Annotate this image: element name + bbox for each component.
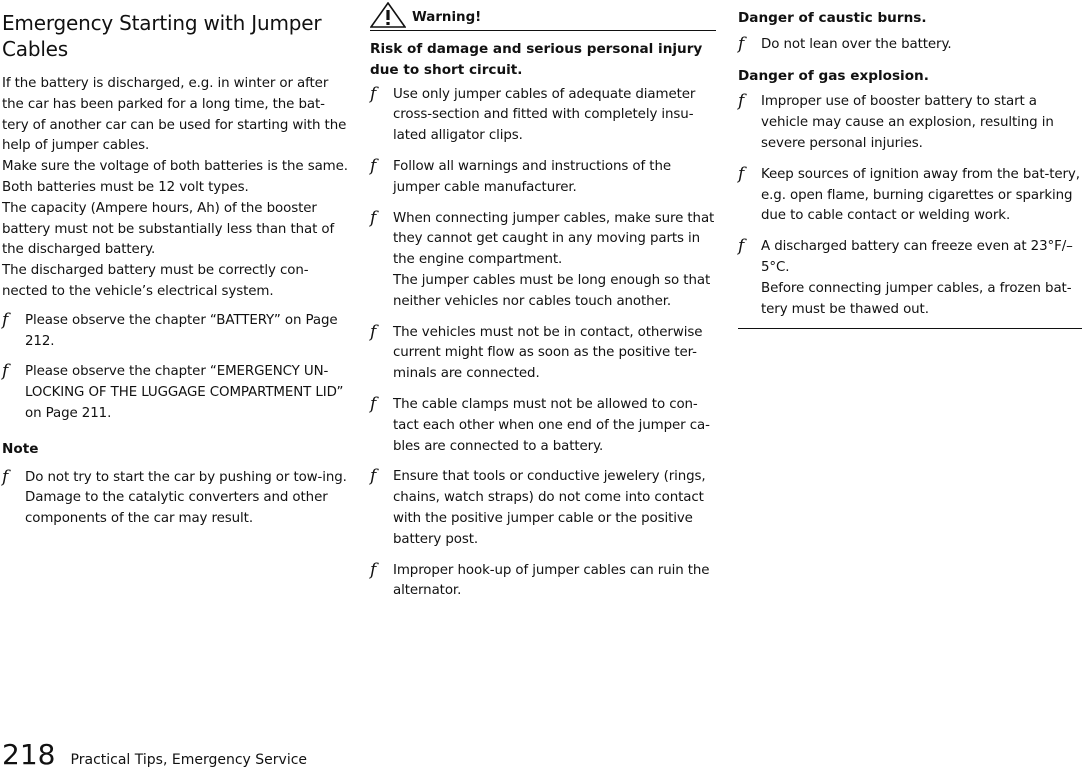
warning-triangle-icon: [370, 2, 406, 32]
warning-list: [370, 85, 716, 603]
list-item: f Keep sources of ignition away from the bat-tery, e.g. open flame, burning cigarettes or sparking due to cable contact or welding work.: [738, 163, 1080, 224]
list-item: f Please observe the chapter “BATTERY” on Page 212.: [2, 309, 338, 349]
footer-section-title: Practical Tips, Emergency Service: [70, 752, 308, 768]
list-item: f The cable clamps must not be allowed to con-tact each other when one end of the jumper ca-bles are connected to a battery.: [370, 393, 710, 454]
list-item: f Use only jumper cables of adequate diameter cross-section and fitted with completely insu-lated alligator clips.: [370, 83, 696, 144]
bullet-icon: f: [738, 33, 745, 54]
bullet-icon: f: [2, 309, 9, 330]
bullet-icon: f: [2, 466, 9, 487]
page-footer: [2, 740, 307, 770]
bullet-icon: f: [370, 321, 377, 342]
bullet-icon: f: [738, 91, 745, 112]
list-item: f Ensure that tools or conductive jewelery (rings, chains, watch straps) do not come into contact with the positive jumper cable or the positive battery post.: [370, 466, 706, 547]
section-title: Emergency Starting with Jumper Cables: [2, 11, 322, 61]
explosion-heading: Danger of gas explosion.: [738, 67, 929, 84]
note-list: [2, 468, 348, 530]
caustic-list: [738, 35, 1084, 56]
bullet-icon: f: [370, 207, 377, 228]
list-item: f The vehicles must not be in contact, otherwise current might flow as soon as the positive ter-minals are connected.: [370, 321, 703, 382]
column-middle: [370, 8, 716, 612]
bullet-icon: f: [738, 163, 745, 184]
bullet-icon: f: [370, 559, 377, 580]
bullet-icon: f: [370, 393, 377, 414]
explosion-list: [738, 92, 1084, 320]
page-number: 218: [2, 738, 56, 771]
bullet-icon: f: [2, 361, 9, 382]
warning-label: Warning!: [412, 10, 482, 25]
list-item: f A discharged battery can freeze even at 23°F/–5°C. Before connecting jumper cables, a frozen bat-tery must be thawed out.: [738, 236, 1073, 317]
list-item: f Improper hook-up of jumper cables can ruin the alternator.: [370, 559, 710, 599]
list-item: f Follow all warnings and instructions of the jumper cable manufacturer.: [370, 155, 671, 195]
bullet-icon: f: [738, 236, 745, 257]
bullet-icon: f: [370, 466, 377, 487]
bullet-icon: f: [370, 155, 377, 176]
warning-header: [370, 8, 716, 31]
warning-heading: Risk of damage and serious personal injury due to short circuit.: [370, 41, 703, 78]
column-right: [738, 8, 1084, 329]
caustic-heading: Danger of caustic burns.: [738, 10, 927, 26]
warning-end-rule: [738, 328, 1082, 329]
column-left: [2, 8, 348, 540]
list-item: f Do not try to start the car by pushing or tow-ing. Damage to the catalytic converters and other components of the car may result.: [2, 466, 347, 527]
list-item: f When connecting jumper cables, make sure that they cannot get caught in any moving parts in the engine compartment. The jumper cables must be long enough so that neither vehicles nor cables touch another.: [370, 207, 715, 309]
note-heading: Note: [2, 440, 39, 457]
intro-paragraph: If the battery is discharged, e.g. in winter or after the car has been parked for a long time, the bat-tery of another car can be used for starting with the help of jumper cables. Make sure the voltage of both batteries is the same. Both batteries must be 12 volt types. The capacity (Ampere hours, Ah) of the booster battery must not be substantially less than that of the discharged battery. The discharged battery must be correctly con-nected to the vehicle’s electrical system.: [2, 76, 348, 299]
reference-list: [2, 311, 348, 425]
bullet-icon: f: [370, 83, 377, 104]
list-item: f Do not lean over the battery.: [738, 33, 952, 54]
list-item: f Improper use of booster battery to start a vehicle may cause an explosion, resulting in severe personal injuries.: [738, 91, 1054, 151]
list-item: f Please observe the chapter “EMERGENCY UN-LOCKING OF THE LUGGAGE COMPARTMENT LID” on Page 211.: [2, 361, 344, 421]
